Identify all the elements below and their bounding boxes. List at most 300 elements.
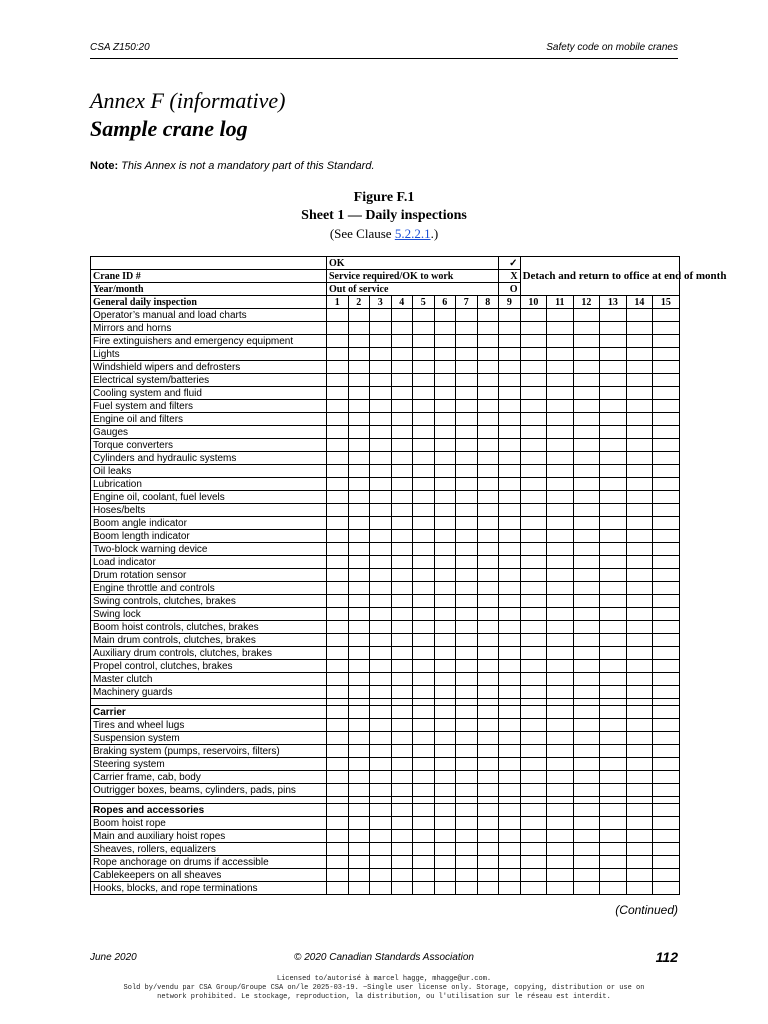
check-cell[interactable]	[653, 732, 680, 745]
check-cell[interactable]	[653, 771, 680, 784]
check-cell[interactable]	[600, 673, 627, 686]
check-cell[interactable]	[573, 504, 600, 517]
check-cell[interactable]	[370, 817, 392, 830]
check-cell[interactable]	[626, 758, 653, 771]
check-cell[interactable]	[477, 745, 499, 758]
check-cell[interactable]	[626, 817, 653, 830]
check-cell[interactable]	[413, 758, 435, 771]
check-cell[interactable]	[573, 556, 600, 569]
check-cell[interactable]	[327, 621, 349, 634]
check-cell[interactable]	[520, 647, 547, 660]
check-cell[interactable]	[348, 719, 370, 732]
check-cell[interactable]	[477, 719, 499, 732]
check-cell[interactable]	[547, 804, 574, 817]
check-cell[interactable]	[600, 719, 627, 732]
check-cell[interactable]	[391, 634, 413, 647]
check-cell[interactable]	[520, 361, 547, 374]
check-cell[interactable]	[653, 817, 680, 830]
check-cell[interactable]	[573, 608, 600, 621]
check-cell[interactable]	[348, 804, 370, 817]
check-cell[interactable]	[600, 452, 627, 465]
check-cell[interactable]	[434, 784, 456, 797]
check-cell[interactable]	[547, 686, 574, 699]
check-cell[interactable]	[547, 309, 574, 322]
check-cell[interactable]	[434, 530, 456, 543]
check-cell[interactable]	[456, 745, 478, 758]
check-cell[interactable]	[456, 719, 478, 732]
check-cell[interactable]	[370, 621, 392, 634]
check-cell[interactable]	[391, 582, 413, 595]
check-cell[interactable]	[653, 556, 680, 569]
check-cell[interactable]	[600, 869, 627, 882]
check-cell[interactable]	[370, 595, 392, 608]
check-cell[interactable]	[573, 647, 600, 660]
check-cell[interactable]	[499, 530, 521, 543]
check-cell[interactable]	[520, 719, 547, 732]
check-cell[interactable]	[456, 830, 478, 843]
check-cell[interactable]	[434, 745, 456, 758]
check-cell[interactable]	[434, 452, 456, 465]
check-cell[interactable]	[653, 660, 680, 673]
check-cell[interactable]	[413, 478, 435, 491]
check-cell[interactable]	[626, 361, 653, 374]
check-cell[interactable]	[520, 556, 547, 569]
check-cell[interactable]	[348, 543, 370, 556]
check-cell[interactable]	[653, 608, 680, 621]
check-cell[interactable]	[520, 706, 547, 719]
check-cell[interactable]	[456, 843, 478, 856]
check-cell[interactable]	[327, 830, 349, 843]
check-cell[interactable]	[499, 719, 521, 732]
check-cell[interactable]	[547, 621, 574, 634]
check-cell[interactable]	[370, 582, 392, 595]
check-cell[interactable]	[413, 452, 435, 465]
check-cell[interactable]	[520, 758, 547, 771]
check-cell[interactable]	[573, 322, 600, 335]
check-cell[interactable]	[653, 621, 680, 634]
check-cell[interactable]	[456, 882, 478, 895]
check-cell[interactable]	[370, 758, 392, 771]
check-cell[interactable]	[413, 387, 435, 400]
check-cell[interactable]	[327, 335, 349, 348]
check-cell[interactable]	[391, 719, 413, 732]
check-cell[interactable]	[348, 374, 370, 387]
check-cell[interactable]	[434, 758, 456, 771]
check-cell[interactable]	[520, 322, 547, 335]
check-cell[interactable]	[499, 348, 521, 361]
check-cell[interactable]	[391, 426, 413, 439]
check-cell[interactable]	[499, 439, 521, 452]
check-cell[interactable]	[573, 426, 600, 439]
check-cell[interactable]	[413, 491, 435, 504]
check-cell[interactable]	[327, 843, 349, 856]
check-cell[interactable]	[520, 478, 547, 491]
check-cell[interactable]	[370, 771, 392, 784]
check-cell[interactable]	[456, 478, 478, 491]
check-cell[interactable]	[391, 530, 413, 543]
check-cell[interactable]	[456, 413, 478, 426]
check-cell[interactable]	[327, 882, 349, 895]
check-cell[interactable]	[573, 595, 600, 608]
check-cell[interactable]	[626, 309, 653, 322]
check-cell[interactable]	[391, 621, 413, 634]
check-cell[interactable]	[413, 348, 435, 361]
check-cell[interactable]	[520, 804, 547, 817]
check-cell[interactable]	[434, 673, 456, 686]
check-cell[interactable]	[477, 673, 499, 686]
check-cell[interactable]	[626, 771, 653, 784]
check-cell[interactable]	[434, 804, 456, 817]
check-cell[interactable]	[520, 621, 547, 634]
check-cell[interactable]	[413, 673, 435, 686]
check-cell[interactable]	[327, 387, 349, 400]
check-cell[interactable]	[413, 517, 435, 530]
check-cell[interactable]	[456, 530, 478, 543]
check-cell[interactable]	[600, 322, 627, 335]
check-cell[interactable]	[391, 517, 413, 530]
check-cell[interactable]	[434, 569, 456, 582]
check-cell[interactable]	[520, 882, 547, 895]
check-cell[interactable]	[413, 686, 435, 699]
check-cell[interactable]	[434, 504, 456, 517]
check-cell[interactable]	[370, 426, 392, 439]
check-cell[interactable]	[413, 608, 435, 621]
check-cell[interactable]	[600, 830, 627, 843]
check-cell[interactable]	[600, 569, 627, 582]
check-cell[interactable]	[520, 869, 547, 882]
check-cell[interactable]	[573, 530, 600, 543]
check-cell[interactable]	[391, 504, 413, 517]
check-cell[interactable]	[348, 706, 370, 719]
check-cell[interactable]	[600, 439, 627, 452]
check-cell[interactable]	[653, 426, 680, 439]
check-cell[interactable]	[370, 745, 392, 758]
check-cell[interactable]	[653, 530, 680, 543]
check-cell[interactable]	[520, 452, 547, 465]
check-cell[interactable]	[348, 784, 370, 797]
check-cell[interactable]	[413, 830, 435, 843]
check-cell[interactable]	[477, 517, 499, 530]
check-cell[interactable]	[477, 634, 499, 647]
check-cell[interactable]	[370, 732, 392, 745]
check-cell[interactable]	[413, 426, 435, 439]
check-cell[interactable]	[370, 843, 392, 856]
check-cell[interactable]	[600, 745, 627, 758]
check-cell[interactable]	[600, 582, 627, 595]
check-cell[interactable]	[348, 771, 370, 784]
check-cell[interactable]	[434, 413, 456, 426]
check-cell[interactable]	[573, 869, 600, 882]
check-cell[interactable]	[477, 543, 499, 556]
check-cell[interactable]	[600, 804, 627, 817]
check-cell[interactable]	[434, 426, 456, 439]
check-cell[interactable]	[370, 361, 392, 374]
check-cell[interactable]	[348, 673, 370, 686]
check-cell[interactable]	[370, 882, 392, 895]
check-cell[interactable]	[391, 843, 413, 856]
check-cell[interactable]	[520, 517, 547, 530]
check-cell[interactable]	[391, 452, 413, 465]
check-cell[interactable]	[327, 719, 349, 732]
check-cell[interactable]	[499, 843, 521, 856]
check-cell[interactable]	[370, 374, 392, 387]
check-cell[interactable]	[456, 400, 478, 413]
check-cell[interactable]	[391, 706, 413, 719]
check-cell[interactable]	[573, 582, 600, 595]
check-cell[interactable]	[434, 719, 456, 732]
check-cell[interactable]	[547, 634, 574, 647]
check-cell[interactable]	[327, 478, 349, 491]
check-cell[interactable]	[413, 504, 435, 517]
check-cell[interactable]	[456, 335, 478, 348]
check-cell[interactable]	[499, 465, 521, 478]
check-cell[interactable]	[547, 771, 574, 784]
check-cell[interactable]	[434, 465, 456, 478]
check-cell[interactable]	[477, 882, 499, 895]
check-cell[interactable]	[477, 771, 499, 784]
check-cell[interactable]	[626, 673, 653, 686]
check-cell[interactable]	[600, 843, 627, 856]
check-cell[interactable]	[547, 856, 574, 869]
check-cell[interactable]	[499, 758, 521, 771]
check-cell[interactable]	[626, 660, 653, 673]
check-cell[interactable]	[413, 335, 435, 348]
check-cell[interactable]	[477, 374, 499, 387]
check-cell[interactable]	[499, 517, 521, 530]
check-cell[interactable]	[456, 582, 478, 595]
check-cell[interactable]	[499, 817, 521, 830]
check-cell[interactable]	[600, 309, 627, 322]
check-cell[interactable]	[600, 608, 627, 621]
check-cell[interactable]	[456, 465, 478, 478]
check-cell[interactable]	[456, 387, 478, 400]
check-cell[interactable]	[348, 491, 370, 504]
check-cell[interactable]	[653, 784, 680, 797]
check-cell[interactable]	[391, 387, 413, 400]
check-cell[interactable]	[573, 361, 600, 374]
check-cell[interactable]	[348, 660, 370, 673]
check-cell[interactable]	[391, 686, 413, 699]
check-cell[interactable]	[573, 335, 600, 348]
check-cell[interactable]	[370, 348, 392, 361]
check-cell[interactable]	[626, 465, 653, 478]
check-cell[interactable]	[456, 504, 478, 517]
check-cell[interactable]	[391, 543, 413, 556]
check-cell[interactable]	[600, 771, 627, 784]
check-cell[interactable]	[547, 869, 574, 882]
check-cell[interactable]	[391, 400, 413, 413]
check-cell[interactable]	[547, 335, 574, 348]
check-cell[interactable]	[653, 361, 680, 374]
check-cell[interactable]	[477, 804, 499, 817]
check-cell[interactable]	[653, 465, 680, 478]
check-cell[interactable]	[434, 543, 456, 556]
check-cell[interactable]	[327, 634, 349, 647]
check-cell[interactable]	[499, 400, 521, 413]
check-cell[interactable]	[327, 426, 349, 439]
check-cell[interactable]	[520, 413, 547, 426]
check-cell[interactable]	[520, 491, 547, 504]
check-cell[interactable]	[626, 621, 653, 634]
check-cell[interactable]	[547, 322, 574, 335]
check-cell[interactable]	[626, 556, 653, 569]
check-cell[interactable]	[413, 556, 435, 569]
check-cell[interactable]	[434, 732, 456, 745]
check-cell[interactable]	[626, 426, 653, 439]
check-cell[interactable]	[653, 543, 680, 556]
check-cell[interactable]	[600, 530, 627, 543]
check-cell[interactable]	[600, 491, 627, 504]
check-cell[interactable]	[391, 745, 413, 758]
check-cell[interactable]	[626, 719, 653, 732]
check-cell[interactable]	[370, 634, 392, 647]
check-cell[interactable]	[413, 660, 435, 673]
check-cell[interactable]	[413, 374, 435, 387]
check-cell[interactable]	[477, 309, 499, 322]
check-cell[interactable]	[520, 504, 547, 517]
check-cell[interactable]	[413, 309, 435, 322]
check-cell[interactable]	[626, 830, 653, 843]
check-cell[interactable]	[573, 517, 600, 530]
check-cell[interactable]	[626, 634, 653, 647]
check-cell[interactable]	[520, 465, 547, 478]
check-cell[interactable]	[456, 348, 478, 361]
check-cell[interactable]	[348, 758, 370, 771]
check-cell[interactable]	[413, 361, 435, 374]
check-cell[interactable]	[547, 882, 574, 895]
check-cell[interactable]	[499, 856, 521, 869]
check-cell[interactable]	[456, 686, 478, 699]
check-cell[interactable]	[600, 400, 627, 413]
check-cell[interactable]	[327, 348, 349, 361]
check-cell[interactable]	[547, 608, 574, 621]
check-cell[interactable]	[626, 478, 653, 491]
check-cell[interactable]	[348, 817, 370, 830]
check-cell[interactable]	[413, 732, 435, 745]
check-cell[interactable]	[456, 491, 478, 504]
check-cell[interactable]	[413, 882, 435, 895]
check-cell[interactable]	[477, 595, 499, 608]
check-cell[interactable]	[547, 595, 574, 608]
check-cell[interactable]	[547, 673, 574, 686]
check-cell[interactable]	[477, 817, 499, 830]
check-cell[interactable]	[499, 706, 521, 719]
check-cell[interactable]	[413, 582, 435, 595]
check-cell[interactable]	[573, 413, 600, 426]
check-cell[interactable]	[653, 569, 680, 582]
check-cell[interactable]	[547, 530, 574, 543]
check-cell[interactable]	[434, 869, 456, 882]
check-cell[interactable]	[327, 856, 349, 869]
check-cell[interactable]	[327, 530, 349, 543]
check-cell[interactable]	[391, 882, 413, 895]
check-cell[interactable]	[653, 686, 680, 699]
check-cell[interactable]	[434, 595, 456, 608]
check-cell[interactable]	[520, 595, 547, 608]
check-cell[interactable]	[600, 517, 627, 530]
check-cell[interactable]	[547, 400, 574, 413]
check-cell[interactable]	[348, 322, 370, 335]
check-cell[interactable]	[370, 400, 392, 413]
check-cell[interactable]	[434, 843, 456, 856]
check-cell[interactable]	[391, 804, 413, 817]
check-cell[interactable]	[626, 784, 653, 797]
check-cell[interactable]	[626, 504, 653, 517]
check-cell[interactable]	[499, 634, 521, 647]
check-cell[interactable]	[413, 569, 435, 582]
check-cell[interactable]	[456, 608, 478, 621]
check-cell[interactable]	[626, 400, 653, 413]
check-cell[interactable]	[370, 804, 392, 817]
check-cell[interactable]	[477, 465, 499, 478]
check-cell[interactable]	[520, 784, 547, 797]
check-cell[interactable]	[600, 387, 627, 400]
check-cell[interactable]	[348, 504, 370, 517]
check-cell[interactable]	[600, 465, 627, 478]
check-cell[interactable]	[391, 784, 413, 797]
check-cell[interactable]	[477, 530, 499, 543]
check-cell[interactable]	[370, 647, 392, 660]
check-cell[interactable]	[600, 732, 627, 745]
check-cell[interactable]	[348, 387, 370, 400]
clause-link[interactable]: 5.2.2.1	[394, 226, 431, 241]
check-cell[interactable]	[434, 856, 456, 869]
check-cell[interactable]	[547, 426, 574, 439]
check-cell[interactable]	[456, 804, 478, 817]
check-cell[interactable]	[456, 673, 478, 686]
check-cell[interactable]	[499, 608, 521, 621]
check-cell[interactable]	[626, 413, 653, 426]
check-cell[interactable]	[477, 387, 499, 400]
check-cell[interactable]	[600, 543, 627, 556]
check-cell[interactable]	[547, 647, 574, 660]
check-cell[interactable]	[370, 504, 392, 517]
check-cell[interactable]	[626, 843, 653, 856]
check-cell[interactable]	[434, 491, 456, 504]
check-cell[interactable]	[434, 882, 456, 895]
check-cell[interactable]	[573, 686, 600, 699]
check-cell[interactable]	[348, 400, 370, 413]
check-cell[interactable]	[434, 517, 456, 530]
check-cell[interactable]	[499, 621, 521, 634]
check-cell[interactable]	[348, 843, 370, 856]
check-cell[interactable]	[547, 413, 574, 426]
check-cell[interactable]	[348, 465, 370, 478]
check-cell[interactable]	[626, 608, 653, 621]
check-cell[interactable]	[573, 660, 600, 673]
check-cell[interactable]	[477, 426, 499, 439]
check-cell[interactable]	[547, 465, 574, 478]
check-cell[interactable]	[520, 426, 547, 439]
check-cell[interactable]	[499, 543, 521, 556]
check-cell[interactable]	[600, 758, 627, 771]
check-cell[interactable]	[520, 400, 547, 413]
check-cell[interactable]	[626, 745, 653, 758]
check-cell[interactable]	[499, 732, 521, 745]
check-cell[interactable]	[327, 706, 349, 719]
check-cell[interactable]	[434, 706, 456, 719]
check-cell[interactable]	[456, 569, 478, 582]
check-cell[interactable]	[413, 543, 435, 556]
check-cell[interactable]	[547, 784, 574, 797]
check-cell[interactable]	[477, 686, 499, 699]
check-cell[interactable]	[348, 335, 370, 348]
check-cell[interactable]	[653, 882, 680, 895]
check-cell[interactable]	[626, 517, 653, 530]
check-cell[interactable]	[413, 843, 435, 856]
check-cell[interactable]	[327, 869, 349, 882]
check-cell[interactable]	[413, 400, 435, 413]
